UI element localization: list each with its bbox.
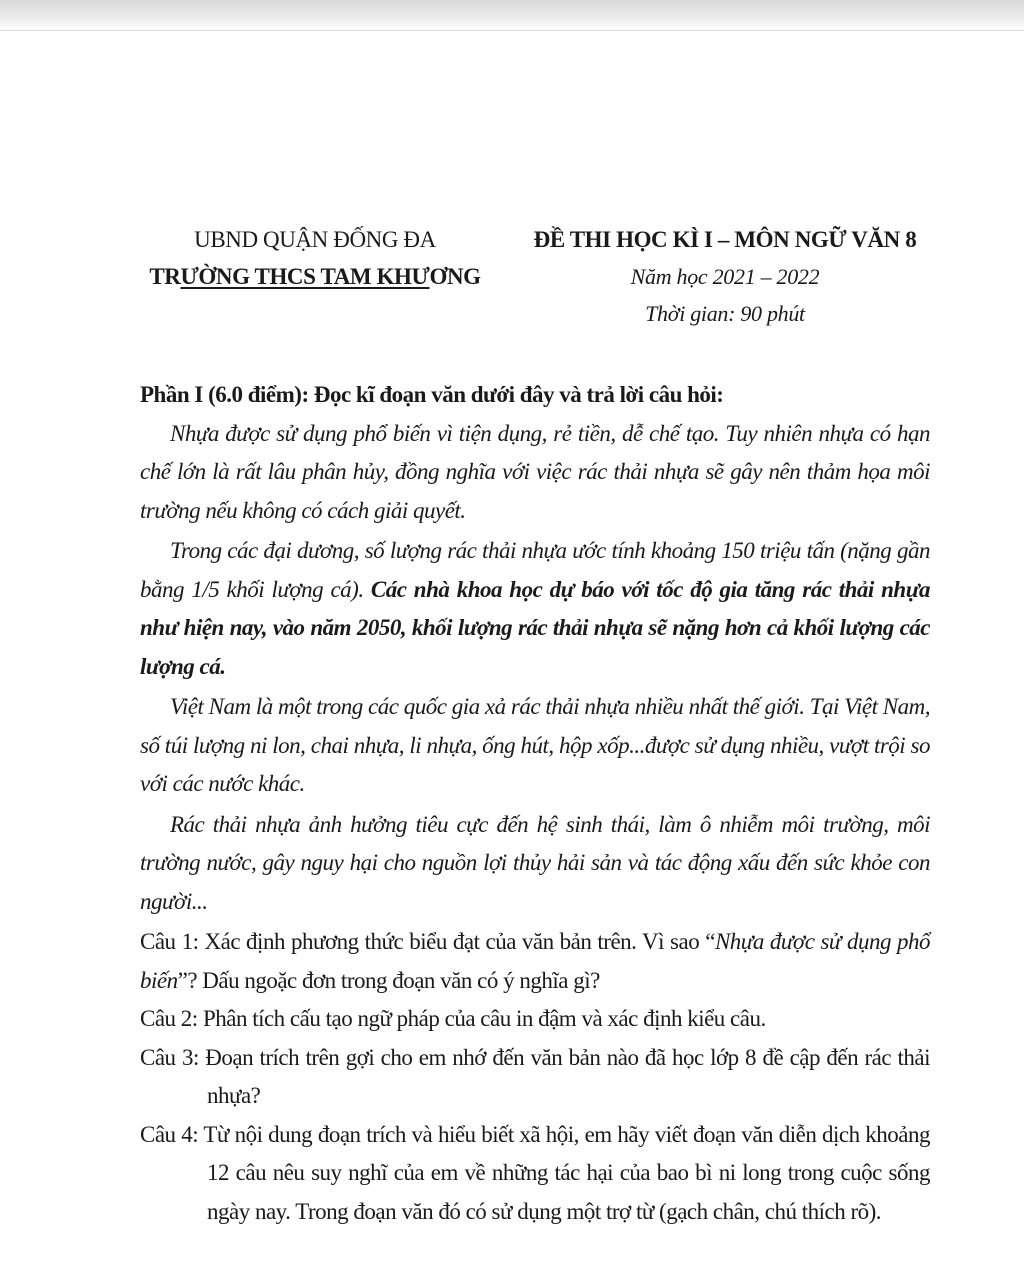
exam-header [140, 222, 930, 340]
passage-paragraph-1: Nhựa được sử dụng phổ biến vì tiện dụng, rẻ tiền, dễ chế tạo. Tuy nhiên nhựa có hạn chế lớn là rất lâu phân hủy, đồng nghĩa với việc rác thải nhựa sẽ gây nên thảm họa môi trường nếu không có cách giải quyết. [140, 420, 930, 523]
passage-paragraph-3: Việt Nam là một trong các quốc gia xả rác thải nhựa nhiều nhất thế giới. Tại Việt Nam, số túi lượng ni lon, chai nhựa, li nhựa, ống hút, hộp xốp...được sử dụng nhiều, vượt trội so với các nước khác. [140, 694, 930, 796]
exam-duration: Thời gian: 90 phút [645, 301, 805, 326]
question-1 [140, 923, 930, 1000]
question-1-quote: Nhựa được sử dụng phổ biến [140, 929, 930, 993]
school-name-part1: TR [149, 264, 181, 289]
exam-body [140, 376, 930, 1231]
question-2: Câu 2: Phân tích cấu tạo ngữ pháp của câu in đậm và xác định kiểu câu. [140, 1006, 766, 1031]
section-1-title: Phần I (6.0 điểm): Đọc kĩ đoạn văn dưới đây và trả lời câu hỏi: [140, 382, 724, 407]
question-4: Câu 4: Từ nội dung đoạn trích và hiểu biết xã hội, em hãy viết đoạn văn diễn dịch khoảng 12 câu nêu suy nghĩ của em về những tác hại của bao bì ni long trong cuộc sống ngày nay. Trong đoạn văn đó có sử dụng một trợ từ (gạch chân, chú thích rõ). [140, 1121, 930, 1224]
school-name-part3: ƠNG [429, 264, 481, 289]
school-name [140, 258, 490, 296]
question-1-start: Câu 1: Xác định phương thức biểu đạt của văn bản trên. Vì sao “ [140, 929, 715, 954]
question-1-end: ”? Dấu ngoặc đơn trong đoạn văn có ý nghĩa gì? [177, 967, 600, 993]
passage-paragraph-2-bold: Các nhà khoa học dự báo với tốc độ gia tăng rác thải nhựa như hiện nay, vào năm 2050, khối lượng rác thải nhựa sẽ nặng hơn cả khối lượng các lượng cá. [140, 576, 930, 679]
school-name-underlined: ƯỜNG THCS TAM KHƯ [180, 264, 430, 289]
passage-paragraph-4: Rác thải nhựa ảnh hưởng tiêu cực đến hệ sinh thái, làm ô nhiễm môi trường, môi trường nước, gây nguy hại cho nguồn lợi thủy hải sản và tác động xấu đến sức khỏe con người... [140, 811, 930, 914]
passage-paragraph-2-normal: Trong các đại dương, số lượng rác thải nhựa ước tính khoảng 150 triệu tấn (nặng gần bằng 1/5 khối lượng cá). [140, 538, 930, 602]
passage-paragraph-2 [140, 532, 930, 686]
district-name: UBND QUẬN ĐỐNG ĐA [194, 227, 436, 252]
exam-title: ĐỀ THI HỌC KÌ I – MÔN NGỮ VĂN 8 [533, 227, 917, 252]
school-block [140, 222, 490, 296]
question-3: Câu 3: Đoạn trích trên gợi cho em nhớ đến văn bản nào đã học lớp 8 đề cập đến rác thải nhựa? [140, 1044, 930, 1108]
school-year: Năm học 2021 – 2022 [630, 264, 820, 289]
exam-info-block [520, 222, 930, 332]
exam-page [140, 222, 930, 1231]
viewer-top-bar [0, 0, 1024, 31]
